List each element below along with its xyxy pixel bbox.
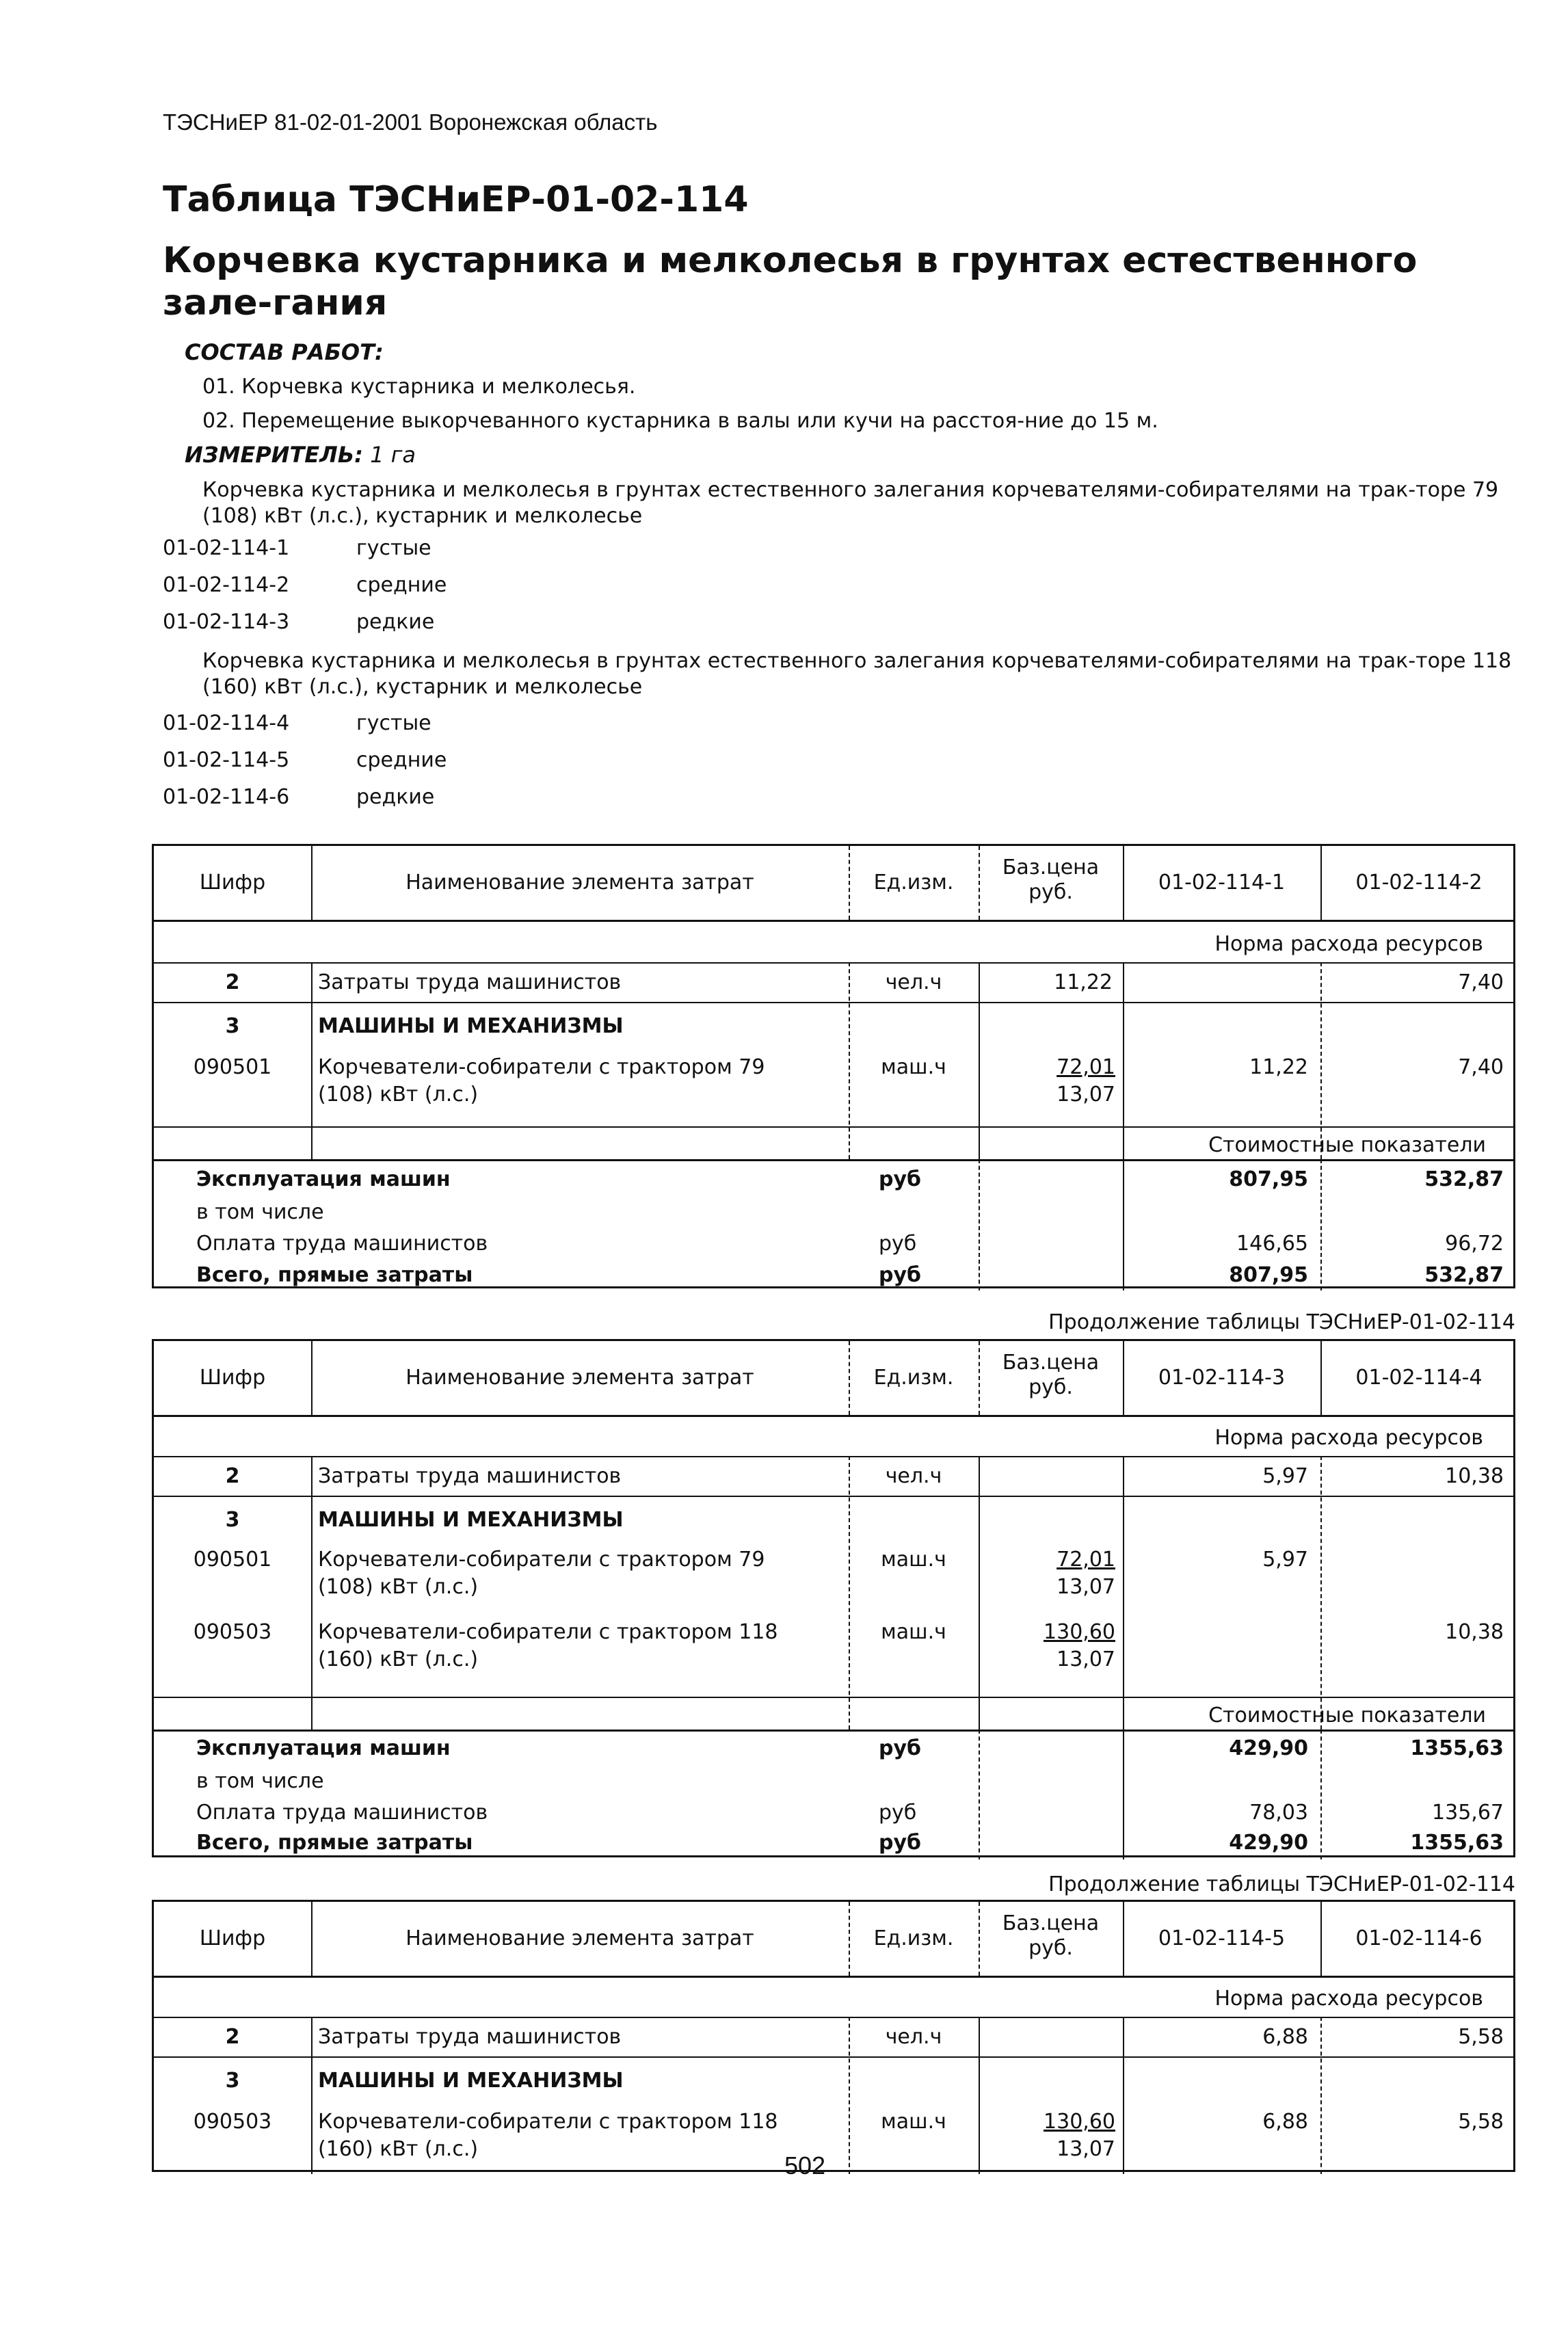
col-header-code-1: 01-02-114-1 (1158, 871, 1286, 895)
cost-total-v1: 429,90 (1229, 1831, 1308, 1855)
document-header: ТЭСНиЕР 81-02-01-2001 Воронежская область (163, 109, 658, 135)
table-title: Таблица ТЭСНиЕР-01-02-114 (163, 179, 749, 220)
col-header-unit: Ед.изм. (873, 871, 954, 895)
cost-total-label: Всего, прямые затраты (196, 1263, 473, 1287)
machine-value-1: 6,88 (1262, 2110, 1308, 2134)
group-description: Корчевка кустарника и мелколесья в грунтах естественного залегания корчевателями-собирателями на трак-торе 79 (108) кВт (л.с.), кустарник и мелколесье (202, 478, 1499, 528)
col-header-code-2: 01-02-114-4 (1355, 1366, 1483, 1390)
item-code: 01-02-114-4 (163, 711, 290, 735)
machine-name-cont: (108) кВт (л.с.) (318, 1575, 479, 1599)
measure-value: 1 га (370, 442, 416, 468)
cost-total-v2: 1355,63 (1410, 1831, 1504, 1855)
machine-price-wage: 13,07 (1057, 1083, 1115, 1107)
machine-name: Корчеватели-собиратели с трактором 118 (318, 2110, 778, 2134)
machines-code: 3 (225, 2069, 240, 2093)
machine-unit: маш.ч (881, 2110, 946, 2134)
resource-table-3 (152, 1900, 1515, 2172)
norma-label: Норма расхода ресурсов (1214, 1426, 1483, 1450)
labor-unit: чел.ч (885, 2025, 942, 2049)
col-header-name: Наименование элемента затрат (406, 1366, 754, 1390)
machine-value-2: 7,40 (1458, 1055, 1504, 1079)
cost-total-unit: руб (879, 1263, 921, 1287)
machine-code: 090501 (193, 1055, 272, 1079)
labor-value-1: 5,97 (1262, 1464, 1308, 1488)
cost-total-label: Всего, прямые затраты (196, 1831, 473, 1855)
labor-unit: чел.ч (885, 970, 942, 994)
continuation-caption: Продолжение таблицы ТЭСНиЕР-01-02-114 (1048, 1310, 1515, 1334)
labor-value-2: 5,58 (1458, 2025, 1504, 2049)
labor-name: Затраты труда машинистов (318, 1464, 622, 1488)
work-item: 01. Корчевка кустарника и мелколесья. (202, 375, 636, 399)
col-header-price: Баз.цена руб. (1002, 1351, 1100, 1399)
cost-pay-v1: 146,65 (1236, 1232, 1308, 1256)
cost-pay-v1: 78,03 (1249, 1801, 1308, 1825)
machine-name-cont: (108) кВт (л.с.) (318, 1083, 479, 1107)
machine-code: 090503 (193, 1620, 272, 1644)
group-description: Корчевка кустарника и мелколесья в грунтах естественного залегания корчевателями-собирателями на трак-торе 118 (160) кВт (л.с.), кустарник и мелколесье (202, 649, 1512, 699)
machine-name: Корчеватели-собиратели с трактором 79 (318, 1055, 765, 1079)
machine-value-1: 11,22 (1249, 1055, 1308, 1079)
machine-unit: маш.ч (881, 1548, 946, 1572)
item-code: 01-02-114-6 (163, 785, 290, 809)
machines-title: МАШИНЫ И МЕХАНИЗМЫ (318, 1014, 624, 1038)
item-code: 01-02-114-1 (163, 536, 290, 560)
col-header-name: Наименование элемента затрат (406, 871, 754, 895)
machine-name-cont: (160) кВт (л.с.) (318, 1647, 479, 1671)
labor-code: 2 (225, 2025, 240, 2049)
machine-price-wage: 13,07 (1057, 1647, 1115, 1671)
stoim-label: Стоимостные показатели (1208, 1133, 1486, 1157)
cost-pay-unit: руб (879, 1232, 917, 1256)
item-name: средние (356, 573, 447, 597)
machine-unit: маш.ч (881, 1055, 946, 1079)
labor-value-1: 11,22 (1054, 970, 1113, 994)
item-code: 01-02-114-2 (163, 573, 290, 597)
norma-label: Норма расхода ресурсов (1214, 932, 1483, 956)
labor-value-2: 10,38 (1445, 1464, 1504, 1488)
machines-title: МАШИНЫ И МЕХАНИЗМЫ (318, 2069, 624, 2093)
labor-value-1: 6,88 (1262, 2025, 1308, 2049)
cost-expl-unit: руб (879, 1736, 921, 1760)
page-number: 502 (784, 2151, 826, 2179)
cost-expl-v2: 1355,63 (1410, 1736, 1504, 1760)
cost-expl-unit: руб (879, 1167, 921, 1191)
col-header-shifr: Шифр (199, 1926, 266, 1950)
machine-value-1: 5,97 (1262, 1548, 1308, 1572)
measure-line (185, 442, 416, 468)
machine-value-2: 10,38 (1445, 1620, 1504, 1644)
machine-value-2: 5,58 (1458, 2110, 1504, 2134)
machine-price: 72,01 (1057, 1055, 1115, 1079)
cost-expl-label: Эксплуатация машин (196, 1167, 451, 1191)
labor-name: Затраты труда машинистов (318, 2025, 622, 2049)
work-composition-label: СОСТАВ РАБОТ: (185, 339, 384, 365)
machine-name-cont: (160) кВт (л.с.) (318, 2137, 479, 2161)
col-header-code-1: 01-02-114-5 (1158, 1926, 1286, 1950)
labor-value-2: 7,40 (1458, 970, 1504, 994)
machine-price-wage: 13,07 (1057, 2137, 1115, 2161)
machine-price-wage: 13,07 (1057, 1575, 1115, 1599)
col-header-code-2: 01-02-114-2 (1355, 871, 1483, 895)
cost-pay-v2: 96,72 (1445, 1232, 1504, 1256)
cost-expl-v1: 807,95 (1229, 1167, 1308, 1191)
cost-pay-unit: руб (879, 1801, 917, 1825)
item-name: редкие (356, 785, 435, 809)
item-code: 01-02-114-3 (163, 610, 290, 634)
table-subtitle: Корчевка кустарника и мелколесья в грунтах естественного зале-гания (163, 240, 1418, 323)
norma-label: Норма расхода ресурсов (1214, 1987, 1483, 2011)
cost-incl: в том числе (196, 1769, 324, 1793)
machine-name: Корчеватели-собиратели с трактором 79 (318, 1548, 765, 1572)
machines-code: 3 (225, 1508, 240, 1532)
resource-table-1 (152, 844, 1515, 1288)
machines-code: 3 (225, 1014, 240, 1038)
item-name: средние (356, 748, 447, 772)
cost-total-unit: руб (879, 1831, 921, 1855)
item-name: редкие (356, 610, 435, 634)
col-header-code-1: 01-02-114-3 (1158, 1366, 1286, 1390)
col-header-unit: Ед.изм. (873, 1926, 954, 1950)
cost-expl-v2: 532,87 (1424, 1167, 1504, 1191)
labor-unit: чел.ч (885, 1464, 942, 1488)
resource-table-2 (152, 1339, 1515, 1857)
measure-label: ИЗМЕРИТЕЛЬ: (185, 442, 363, 468)
col-header-shifr: Шифр (199, 1366, 266, 1390)
cost-pay-label: Оплата труда машинистов (196, 1801, 488, 1825)
labor-code: 2 (225, 970, 240, 994)
item-name: густые (356, 711, 431, 735)
machine-code: 090501 (193, 1548, 272, 1572)
cost-incl: в том числе (196, 1200, 324, 1224)
machine-price: 72,01 (1057, 1548, 1115, 1572)
labor-code: 2 (225, 1464, 240, 1488)
col-header-shifr: Шифр (199, 871, 266, 895)
work-item: 02. Перемещение выкорчеванного кустарника в валы или кучи на расстоя-ние до 15 м. (202, 409, 1158, 433)
col-header-unit: Ед.изм. (873, 1366, 954, 1390)
labor-name: Затраты труда машинистов (318, 970, 622, 994)
cost-total-v1: 807,95 (1229, 1263, 1308, 1287)
continuation-caption: Продолжение таблицы ТЭСНиЕР-01-02-114 (1048, 1872, 1515, 1896)
col-header-price: Баз.цена руб. (1002, 856, 1100, 904)
cost-expl-v1: 429,90 (1229, 1736, 1308, 1760)
col-header-name: Наименование элемента затрат (406, 1926, 754, 1950)
cost-expl-label: Эксплуатация машин (196, 1736, 451, 1760)
machines-title: МАШИНЫ И МЕХАНИЗМЫ (318, 1508, 624, 1532)
item-code: 01-02-114-5 (163, 748, 290, 772)
machine-price: 130,60 (1044, 1620, 1115, 1644)
col-header-code-2: 01-02-114-6 (1355, 1926, 1483, 1950)
machine-unit: маш.ч (881, 1620, 946, 1644)
item-name: густые (356, 536, 431, 560)
cost-total-v2: 532,87 (1424, 1263, 1504, 1287)
machine-name: Корчеватели-собиратели с трактором 118 (318, 1620, 778, 1644)
cost-pay-label: Оплата труда машинистов (196, 1232, 488, 1256)
cost-pay-v2: 135,67 (1432, 1801, 1504, 1825)
stoim-label: Стоимостные показатели (1208, 1704, 1486, 1727)
machine-price: 130,60 (1044, 2110, 1115, 2134)
col-header-price: Баз.цена руб. (1002, 1911, 1100, 1960)
machine-code: 090503 (193, 2110, 272, 2134)
